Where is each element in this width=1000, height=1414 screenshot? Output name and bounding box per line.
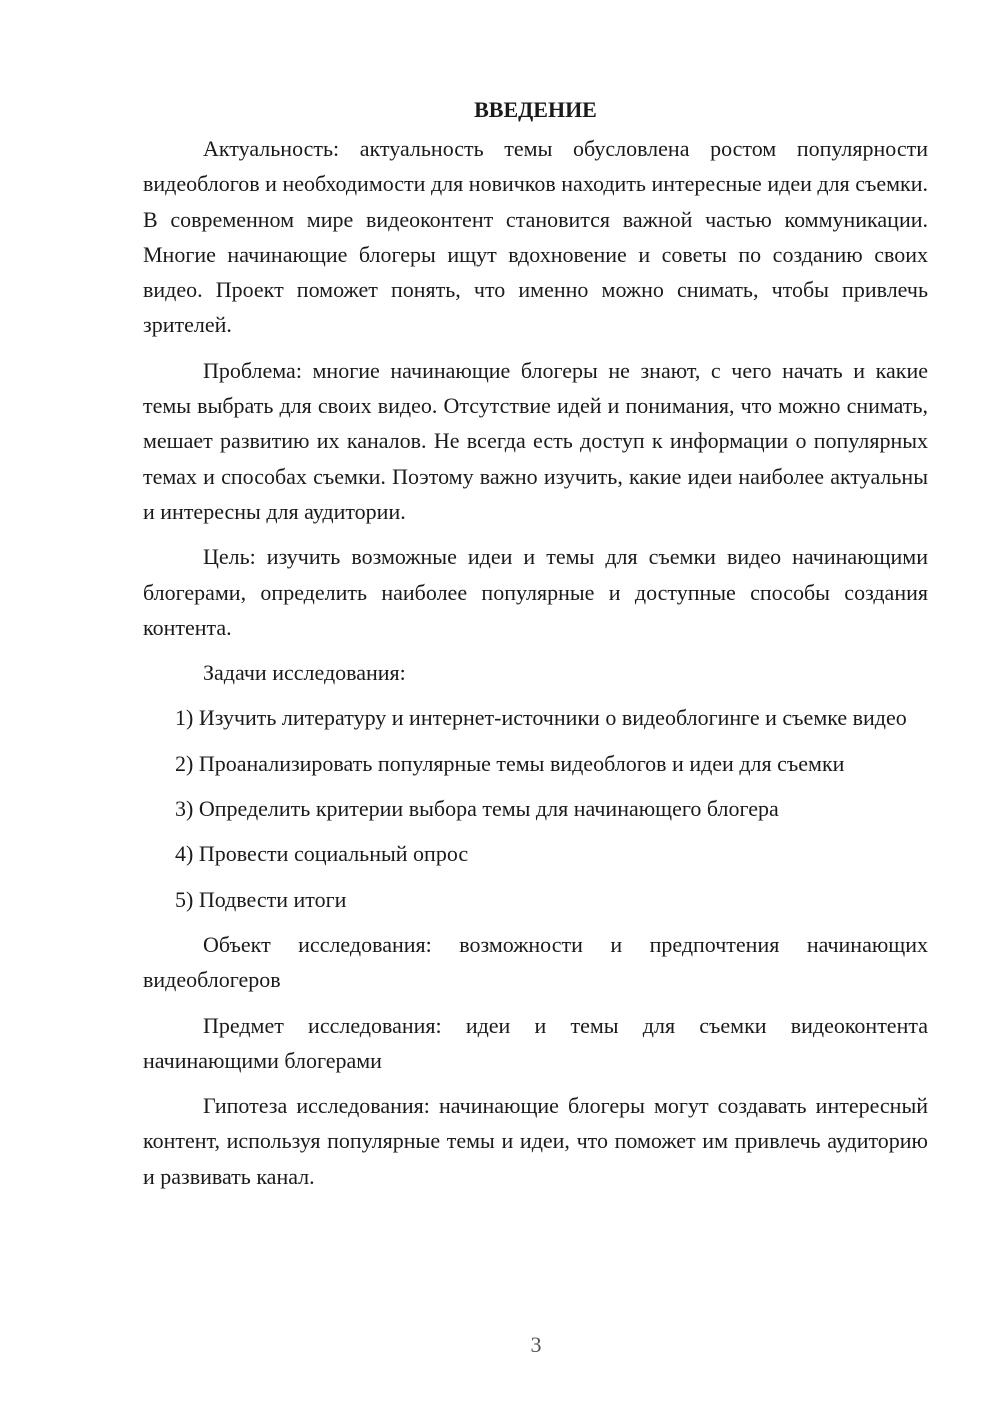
goal-paragraph: Цель: изучить возможные идеи и темы для съемки видео начинающими блогерами, определить наиболее популярные и доступные способы создания контента.: [143, 544, 928, 640]
page-content: [143, 92, 928, 1204]
task-item-2: 2) Проанализировать популярные темы видеоблогов и идеи для съемки: [175, 750, 845, 776]
tasks-title: Задачи исследования:: [203, 660, 406, 686]
relevance-paragraph: Актуальность: актуальность темы обусловлена ростом популярности видеоблогов и необходимости для новичков находить интересные идеи для съемки. В современном мире видеоконтент становится важной частью коммуникации. Многие начинающие блогеры ищут вдохновение и советы по созданию своих видео. Проект поможет понять, что именно можно снимать, чтобы привлечь зрителей.: [143, 136, 928, 338]
task-item-3: 3) Определить критерии выбора темы для начинающего блогера: [175, 796, 779, 822]
hypothesis-paragraph: Гипотеза исследования: начинающие блогеры могут создавать интересный контент, используя популярные темы и идеи, что поможет им привлечь аудиторию и развивать канал.: [143, 1093, 928, 1189]
task-item-5: 5) Подвести итоги: [175, 886, 347, 912]
object-paragraph: Объект исследования: возможности и предпочтения начинающих видеоблогеров: [143, 931, 928, 993]
problem-paragraph: Проблема: многие начинающие блогеры не знают, с чего начать и какие темы выбрать для своих видео. Отсутствие идей и понимания, что можно снимать, мешает развитию их каналов. Не всегда есть доступ к информации о популярных темах и способах съемки. Поэтому важно изучить, какие идеи наиболее актуальны и интересны для аудитории.: [143, 357, 928, 524]
task-item-1: 1) Изучить литературу и интернет-источники о видеоблогинге и съемке видео: [175, 705, 907, 731]
page-number: 3: [530, 1332, 542, 1357]
subject-paragraph: Предмет исследования: идеи и темы для съемки видеоконтента начинающими блогерами: [143, 1012, 928, 1073]
task-item-4: 4) Провести социальный опрос: [175, 841, 469, 867]
page-title: ВВЕДЕНИЕ: [474, 97, 597, 122]
